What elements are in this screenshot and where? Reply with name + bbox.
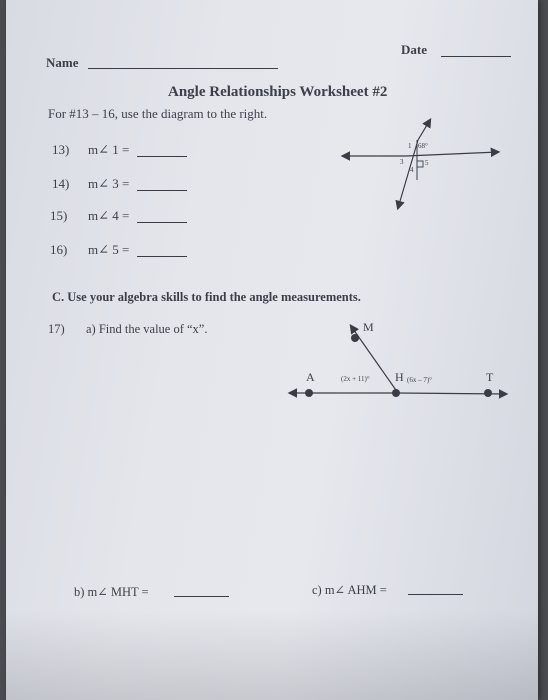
question-number: 15) (50, 208, 68, 223)
point-t-label: T (486, 370, 494, 384)
question-prompt: m∠ 5 = (88, 242, 130, 257)
worksheet-title: Angle Relationships Worksheet #2 (168, 84, 388, 100)
point-h-label: H (395, 370, 404, 384)
question-prompt: m∠ 1 = (88, 142, 130, 157)
instructions: For #13 – 16, use the diagram to the right. (48, 106, 268, 121)
point-t-dot (484, 389, 492, 397)
name-label: Name (46, 55, 79, 70)
question-17a-prompt: a) Find the value of “x”. (86, 322, 208, 336)
question-number: 17) (48, 322, 65, 336)
question-number: 14) (52, 176, 70, 191)
angle-ahm-expression: (2x + 11)° (341, 375, 370, 383)
given-angle-label: 68° (418, 142, 428, 150)
point-a-dot (305, 389, 313, 397)
date-label: Date (401, 42, 427, 57)
angle-1-label: 1 (408, 142, 412, 150)
question-17c-prompt: c) m∠ AHM = (312, 583, 387, 597)
point-m-label: M (363, 320, 374, 334)
worksheet-page (6, 0, 538, 700)
question-17b-prompt: b) m∠ MHT = (74, 585, 149, 599)
angle-mht-expression: (6x – 7)° (407, 376, 432, 384)
question-number: 13) (52, 142, 70, 157)
angle-5-label: 5 (425, 159, 429, 167)
question-prompt: m∠ 3 = (88, 176, 130, 191)
point-a-label: A (306, 370, 315, 384)
answer-blank-17b[interactable] (174, 596, 229, 597)
point-m-dot (351, 334, 359, 342)
question-prompt: m∠ 4 = (88, 208, 130, 223)
point-h-dot (392, 389, 400, 397)
angle-3-label: 3 (400, 158, 404, 166)
angle-4-label: 4 (410, 166, 414, 174)
answer-blank-17c[interactable] (408, 594, 463, 595)
page-shadow (6, 610, 538, 700)
section-c-heading: C. Use your algebra skills to find the angle measurements. (52, 290, 361, 304)
question-number: 16) (50, 242, 68, 257)
